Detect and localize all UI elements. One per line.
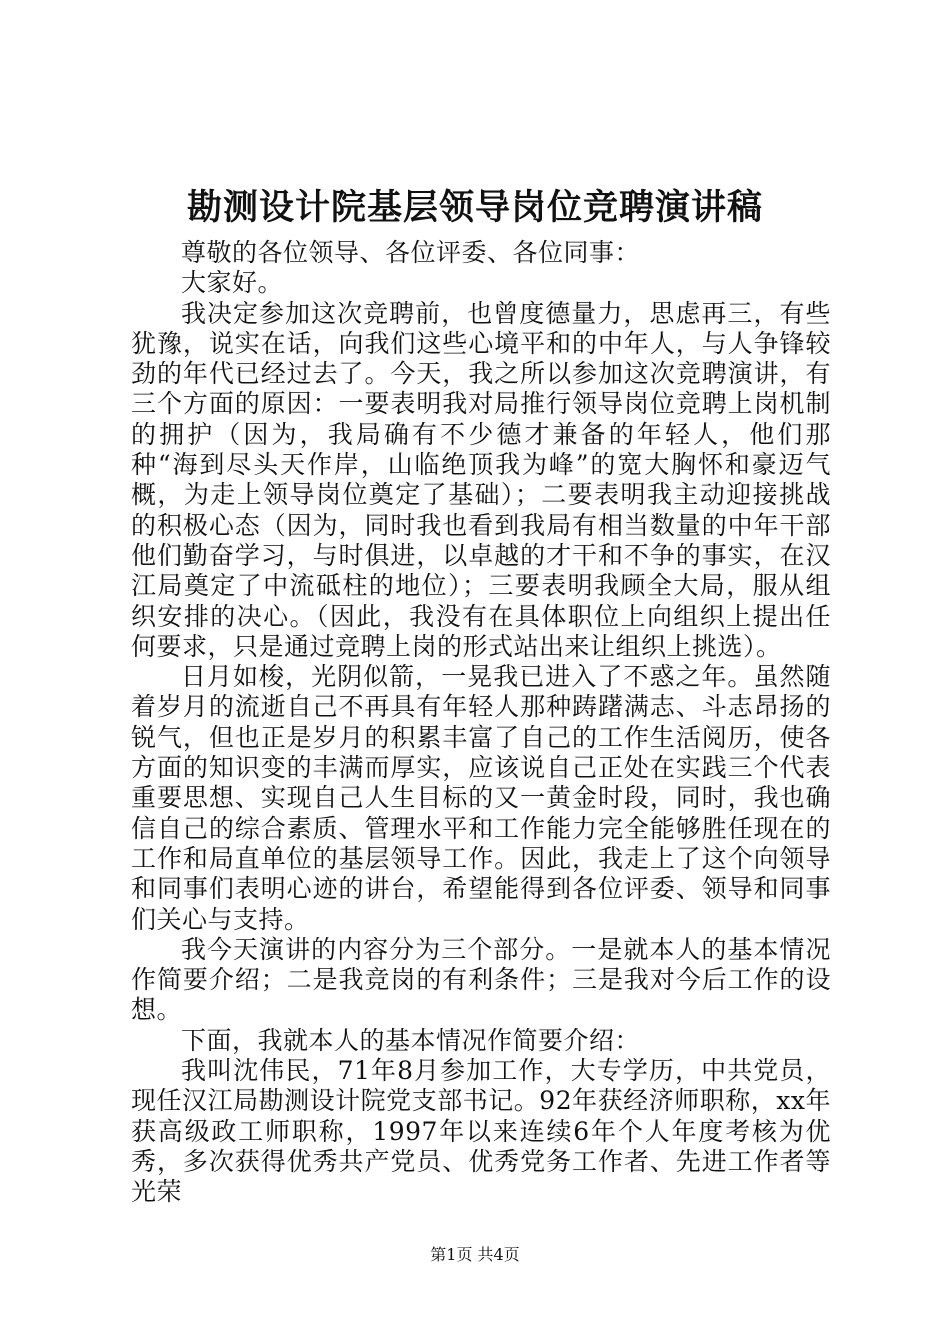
salutation-paragraph: 尊敬的各位领导、各位评委、各位同事：: [181, 238, 641, 267]
body-paragraph: 我今天演讲的内容分为三个部分。一是就本人的基本情况作简要介绍；二是我竞岗的有利条件；三是我对今后工作的设想。: [131, 934, 831, 1025]
body-paragraph: 我决定参加这次竞聘前，也曾度德量力，思虑再三，有些犹豫，说实在话，向我们这些心境平和的中年人，与人争锋较劲的年代已经过去了。今天，我之所以参加这次竞聘演讲，有三个方面的原因：一要表明我对局推行领导岗位竞聘上岗机制的拥护（因为，我局确有不少德才兼备的年轻人，他们那种“海到尽头天作岸，山临绝顶我为峰”的宽大胸怀和豪迈气概，为走上领导岗位奠定了基础）；二要表明我主动迎接挑战的积极心态（因为，同时我也看到我局有相当数量的中年干部他们勤奋学习，与时俱进，以卓越的才干和不争的事实，在汉江局奠定了中流砥柱的地位）；三要表明我顾全大局，服从组织安排的决心。（因此，我没有在具体职位上向组织上提出任何要求，只是通过竞聘上岗的形式站出来让组织上挑选）。: [131, 298, 831, 661]
body-paragraph: 我叫沈伟民，71年8月参加工作，大专学历，中共党员，现任汉江局勘测设计院党支部书记。92年获经济师职称，xx年获高级政工师职称，1997年以来连续6年个人年度考核为优秀，多次获得优秀共产党员、优秀党务工作者、先进工作者等光荣: [131, 1056, 831, 1207]
body-paragraph: 下面，我就本人的基本情况作简要介绍：: [181, 1025, 641, 1055]
document-title: 勘测设计院基层领导岗位竞聘演讲稿: [186, 187, 763, 228]
greeting-paragraph: 大家好。: [181, 268, 284, 298]
page-footer: 第1页 共4页: [430, 1245, 520, 1264]
document-body: [131, 238, 831, 1208]
body-paragraph: 日月如梭，光阴似箭，一晃我已进入了不惑之年。虽然随着岁月的流逝自己不再具有年轻人那种踌躇满志、斗志昂扬的锐气，但也正是岁月的积累丰富了自己的工作生活阅历，使各方面的知识变的丰满而厚实，应该说自己正处在实践三个代表重要思想、实现自己人生目标的又一黄金时段，同时，我也确信自己的综合素质、管理水平和工作能力完全能够胜任现在的工作和局直单位的基层领导工作。因此，我走上了这个向领导和同事们表明心迹的讲台，希望能得到各位评委、领导和同事们关心与支持。: [131, 662, 831, 934]
